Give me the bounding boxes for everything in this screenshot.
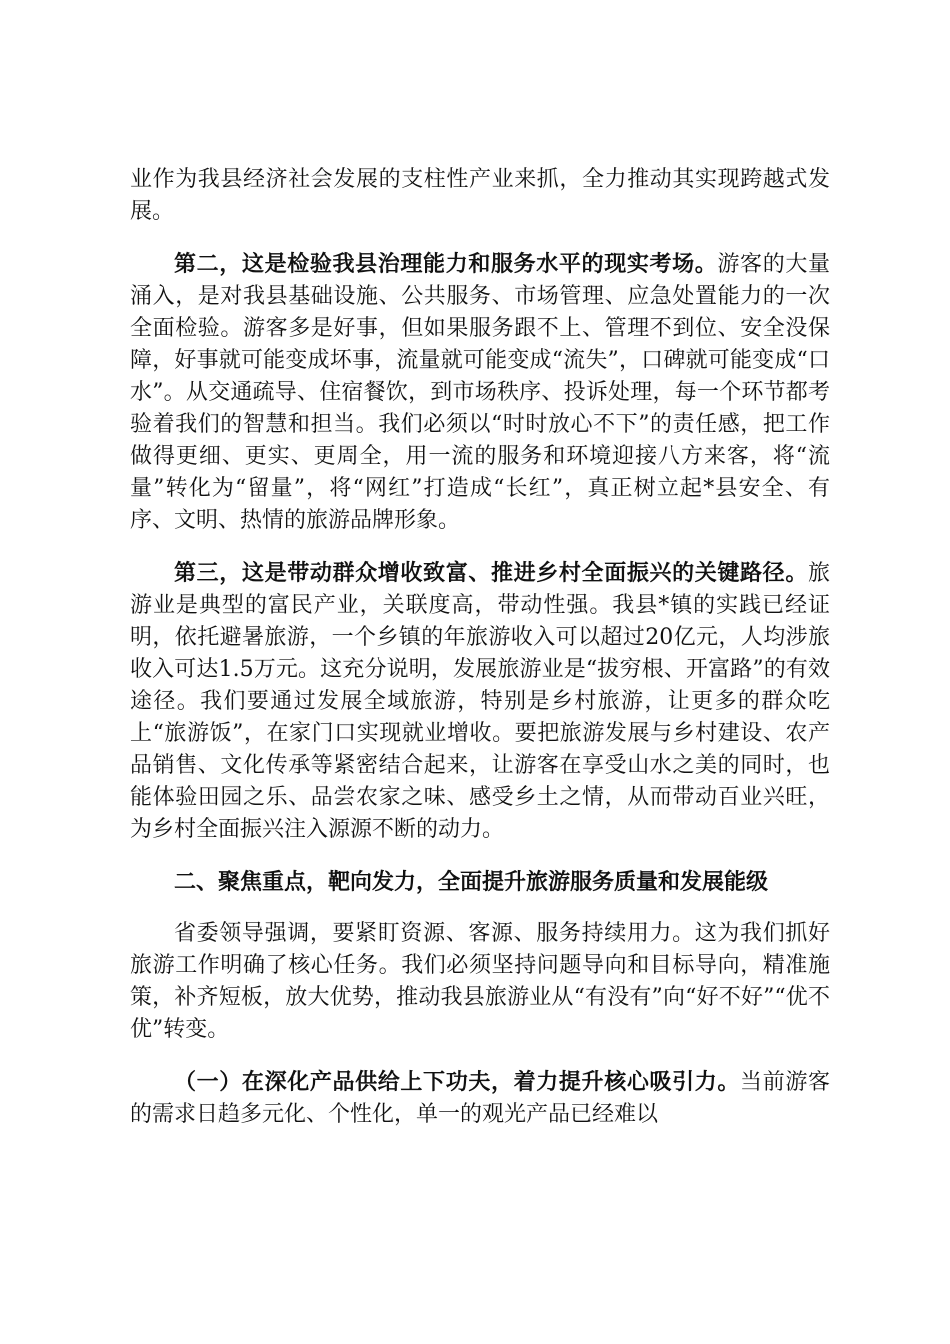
paragraph-text: 当前游客的需求日趋多元化、个性化，单一的观光产品已经难以 (130, 1070, 830, 1127)
paragraph-second-point (130, 248, 830, 537)
paragraph-text: 游客的大量涌入，是对我县基础设施、公共服务、市场管理、应急处置能力的一次全面检验。游客多是好事，但如果服务跟不上、管理不到位、安全没保障，好事就可能变成坏事，流量就可能变成“流失”，口碑就可能变成“口水”。从交通疏导、住宿餐饮，到市场秩序、投诉处理，每一个环节都考验着我们的智慧和担当。我们必须以“时时放心不下”的责任感，把工作做得更细、更实、更周全，用一流的服务和环境迎接八方来客，将“流量”转化为“留量”，将“网红”打造成“长红”，真正树立起*县安全、有序、文明、热情的旅游品牌形象。 (130, 252, 830, 533)
paragraph-text: 业作为我县经济社会发展的支柱性产业来抓，全力推动其实现跨越式发展。 (130, 167, 830, 224)
paragraph-lead: 第二，这是检验我县治理能力和服务水平的现实考场。 (174, 251, 718, 277)
paragraph-section-intro (130, 918, 830, 1046)
paragraph-text: 旅游业是典型的富民产业，关联度高，带动性强。我县*镇的实践已经证明，依托避暑旅游，一个乡镇的年旅游收入可以超过20亿元，人均涉旅收入可达1.5万元。这充分说明，发展旅游业是“拔穷根、开富路”的有效途径。我们要通过发展全域旅游，特别是乡村旅游，让更多的群众吃上“旅游饭”，在家门口实现就业增收。要把旅游发展与乡村建设、农产品销售、文化传承等紧密结合起来，让游客在享受山水之美的同时，也能体验田园之乐、品尝农家之味、感受乡土之情，从而带动百业兴旺，为乡村全面振兴注入源源不断的动力。 (130, 561, 830, 842)
document-body (130, 164, 830, 1151)
paragraph-continuation (130, 164, 830, 228)
paragraph-text: 省委领导强调，要紧盯资源、客源、服务持续用力。这为我们抓好旅游工作明确了核心任务。我们必须坚持问题导向和目标导向，精准施策，补齐短板，放大优势，推动我县旅游业从“有没有”向“好不好”“优不优”转变。 (130, 921, 830, 1042)
paragraph-third-point (130, 557, 830, 846)
paragraph-lead: 第三，这是带动群众增收致富、推进乡村全面振兴的关键路径。 (174, 560, 808, 586)
section-heading: 二、聚焦重点，靶向发力，全面提升旅游服务质量和发展能级 (174, 869, 769, 895)
paragraph-subsection-one (130, 1066, 830, 1131)
paragraph-lead: （一）在深化产品供给上下功夫，着力提升核心吸引力。 (174, 1069, 741, 1095)
